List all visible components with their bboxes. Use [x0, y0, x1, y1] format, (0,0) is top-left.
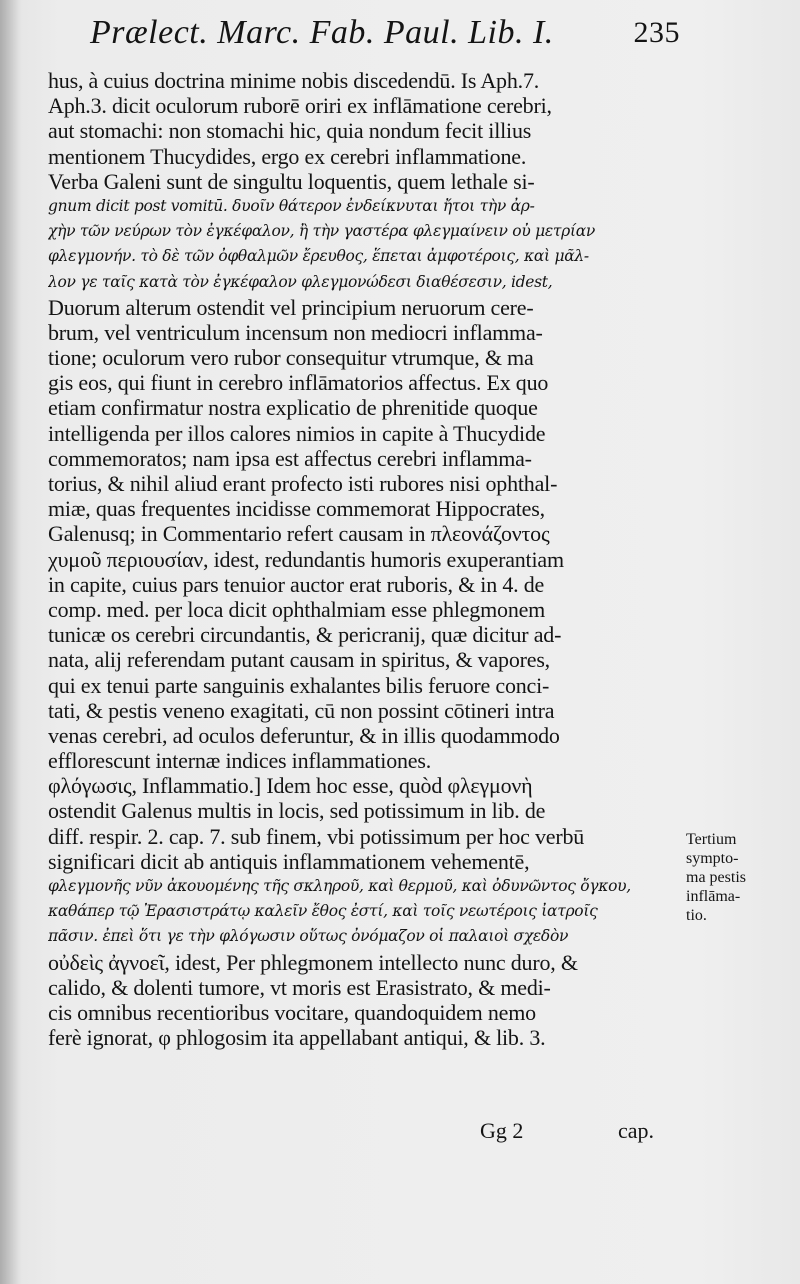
text-line: torius, & nihil aliud erant profecto isti rubores nisi ophthal-: [48, 471, 558, 496]
signature-mark: Gg 2: [480, 1118, 524, 1143]
text-line: comp. med. per loca dicit ophthalmiam esse phlegmonem: [48, 596, 546, 622]
text-line: φλόγωσις, Inflammatio.] Idem hoc esse, quòd φλεγμονὴ: [48, 773, 533, 799]
text-line: cis omnibus recentioribus vocitare, quandoquidem nemo: [48, 999, 536, 1025]
text-line: λον γε ταῖς κατὰ τὸν ἐγκέφαλον φλεγμονώδεσι διαθέσεσιν, idest,: [48, 272, 553, 291]
margin-note-line: tio.: [686, 907, 707, 924]
margin-note: [686, 830, 796, 925]
text-line: miæ, quas frequentes incidisse commemorat Hippocrates,: [48, 496, 545, 522]
text-line: χυμοῦ περιουσίαν, idest, redundantis humoris exuperantiam: [48, 546, 564, 572]
text-line: tati, & pestis veneno exagitati, cū non possint cōtineri intra: [48, 697, 555, 723]
text-line: qui ex tenui parte sanguinis exhalantes bilis feruore conci-: [48, 672, 550, 698]
text-line: in capite, cuius pars tenuior auctor erat ruboris, & in 4. de: [48, 571, 545, 597]
margin-note-line: ma pestis: [686, 869, 746, 886]
text-line: intelligenda per illos calores nimios in capite à Thucydide: [48, 420, 546, 446]
text-line: calido, & dolenti tumore, vt moris est Erasistrato, & medi-: [48, 974, 551, 1000]
text-line: Galenusq; in Commentario refert causam in πλεονάζοντος: [48, 521, 550, 547]
text-line: Aph.3. dicit oculorum ruborē oriri ex inflāmatione cerebri,: [48, 93, 552, 119]
text-line: Verba Galeni sunt de singultu loquentis, quem lethale si-: [48, 168, 535, 194]
text-line: ferè ignorat, φ phlogosim ita appellabant antiqui, & lib. 3.: [48, 1025, 546, 1051]
text-line: tunicæ os cerebri circundantis, & pericranij, quæ dicitur ad-: [48, 622, 562, 648]
spine-shadow: [0, 0, 22, 1284]
text-line: venas cerebri, ad oculos deferuntur, & in illis quodammodo: [48, 722, 560, 748]
text-line: πᾶσιν. ἐπεὶ ὅτι γε τὴν φλόγωσιν οὕτως ὀνόμαζον οἱ παλαιοὶ σχεδὸν: [48, 927, 569, 946]
text-line: καθάπερ τῷ Ἐρασιστράτῳ καλεῖν ἔθος ἐστί, καὶ τοῖς νεωτέροις ἰατροῖς: [48, 902, 598, 921]
text-line: brum, vel ventriculum incensum non mediocri inflamma-: [48, 319, 543, 345]
running-title: Prælect. Marc. Fab. Paul. Lib. I.: [90, 14, 554, 51]
text-line: aut stomachi: non stomachi hic, quia nondum fecit illius: [48, 118, 532, 144]
catchword: cap.: [618, 1118, 655, 1143]
text-line: φλεγμονῆς νῦν ἀκουομένης τῆς σκληροῦ, καὶ θερμοῦ, καὶ ὀδυνῶντος ὄγκου,: [48, 877, 631, 895]
page-number: 235: [633, 16, 680, 49]
text-line: hus, à cuius doctrina minime nobis discedendū. Is Aph.7.: [48, 68, 540, 93]
text-line: significari dicit ab antiquis inflammationem vehementē,: [48, 848, 530, 874]
text-line: φλεγμονήν. τὸ δὲ τῶν ὀφθαλμῶν ἔρευθος, ἕπεται ἀμφοτέροις, καὶ μᾶλ-: [48, 247, 589, 266]
text-line: gnum dicit post vomitū. δυοῖν θάτερον ἐνδείκνυται ἤτοι τὴν ἀρ-: [48, 196, 535, 215]
text-line: οὐδεὶς ἀγνοεῖ, idest, Per phlegmonem intellecto nunc duro, &: [48, 949, 578, 975]
running-head: [90, 14, 680, 58]
margin-note-line: sympto-: [686, 850, 739, 867]
body-text: [48, 68, 668, 1050]
text-line: Duorum alterum ostendit vel principium neruorum cere-: [48, 294, 534, 320]
text-line: χὴν τῶν νεύρων τὸν ἐγκέφαλον, ἢ τὴν γαστέρα φλεγμαίνειν οὐ μετρίαν: [48, 222, 596, 241]
text-line: tione; oculorum vero rubor consequitur vtrumque, & ma: [48, 345, 534, 371]
margin-note-line: inflāma-: [686, 888, 741, 905]
text-line: nata, alij referendam putant causam in spiritus, & vapores,: [48, 647, 550, 673]
text-line: commemoratos; nam ipsa est affectus cerebri inflamma-: [48, 445, 532, 471]
text-line: diff. respir. 2. cap. 7. sub finem, vbi potissimum per hoc verbū: [48, 823, 585, 849]
text-line: efflorescunt internæ indices inflammationes.: [48, 748, 432, 774]
catch-line: [48, 1118, 668, 1148]
text-line: mentionem Thucydides, ergo ex cerebri inflammatione.: [48, 143, 527, 169]
text-line: ostendit Galenus multis in locis, sed potissimum in lib. de: [48, 798, 546, 824]
margin-note-line: Tertium: [686, 831, 737, 848]
text-line: etiam confirmatur nostra explicatio de phrenitide quoque: [48, 395, 538, 421]
text-line: gis eos, qui fiunt in cerebro inflāmatorios affectus. Ex quo: [48, 370, 549, 396]
